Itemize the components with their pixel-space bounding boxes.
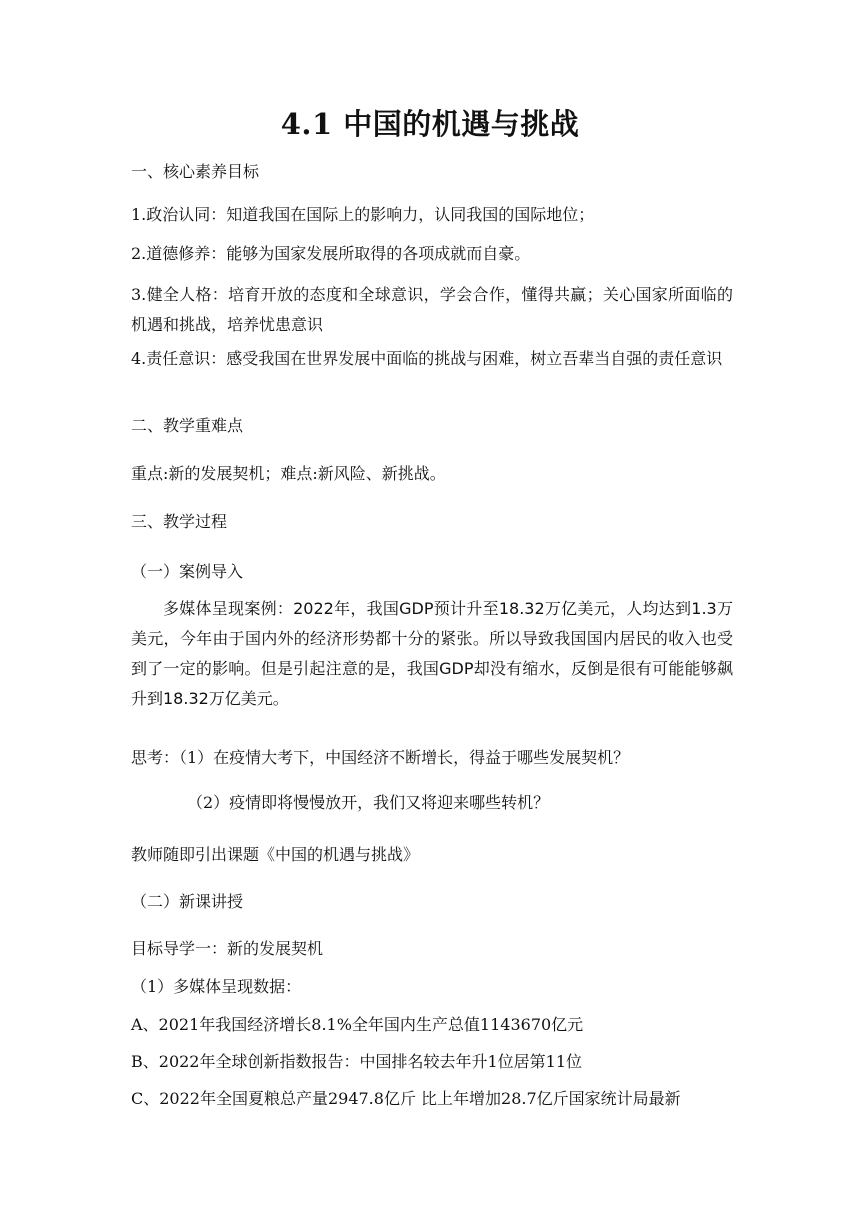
goal-item-4: 4.责任意识：感受我国在世界发展中面临的挑战与困难，树立吾辈当自强的责任意识 bbox=[131, 349, 723, 368]
thinking-question-2: （2）疫情即将慢慢放开，我们又将迎来哪些转机？ bbox=[187, 793, 550, 812]
data-heading: （1）多媒体呈现数据： bbox=[131, 977, 302, 996]
goal-item-3: 3.健全人格：培育开放的态度和全球意识，学会合作，懂得共赢；关心国家所面临的机遇和挑战，培养忧患意识 bbox=[131, 285, 733, 334]
section-heading-goals: 一、核心素养目标 bbox=[131, 162, 260, 181]
data-item-c: C、2022年全国夏粮总产量2947.8亿斤 比上年增加28.7亿斤国家统计局最新 bbox=[131, 1089, 681, 1108]
document-title: 4.1 中国的机遇与挑战 bbox=[280, 107, 580, 141]
section-heading-key-points: 二、教学重难点 bbox=[131, 416, 244, 435]
goal-guide-heading: 目标导学一：新的发展契机 bbox=[131, 939, 324, 958]
section-heading-process: 三、教学过程 bbox=[131, 512, 228, 531]
lead-in-text: 教师随即引出课题《中国的机遇与挑战》 bbox=[131, 845, 420, 864]
case-paragraph: 多媒体呈现案例：2022年，我国GDP预计升至18.32万亿美元，人均达到1.3万美元，今年由于国内外的经济形势都十分的紧张。所以导致我国国内居民的收入也受到了一定的影响。但是引起注意的是，我国GDP却没有缩水，反倒是很有可能能够飙升到18.32万亿美元。 bbox=[131, 599, 733, 708]
subsection-heading-lecture: （二）新课讲授 bbox=[131, 892, 244, 911]
data-item-a: A、2021年我国经济增长8.1%全年国内生产总值1143670亿元 bbox=[131, 1015, 584, 1034]
subsection-heading-case: （一）案例导入 bbox=[131, 562, 244, 581]
goal-item-1: 1.政治认同：知道我国在国际上的影响力，认同我国的国际地位； bbox=[131, 205, 595, 224]
goal-item-2: 2.道德修养：能够为国家发展所取得的各项成就而自豪。 bbox=[131, 244, 531, 263]
thinking-question-1: 思考：（1）在疫情大考下，中国经济不断增长，得益于哪些发展契机？ bbox=[131, 748, 630, 767]
data-item-b: B、2022年全球创新指数报告：中国排名较去年升1位居第11位 bbox=[131, 1052, 583, 1071]
key-points-text: 重点:新的发展契机；难点:新风险、新挑战。 bbox=[131, 464, 446, 483]
